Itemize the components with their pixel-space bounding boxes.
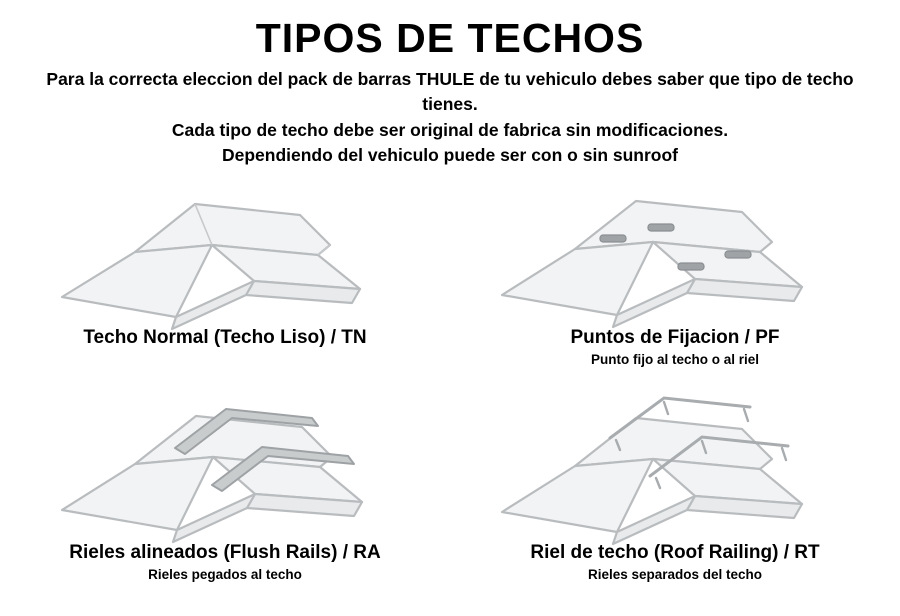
page-subtitle [20,67,880,169]
roof-types-grid [0,177,900,607]
roof-type-card-pf [450,177,900,392]
card-labels-ra [0,542,450,584]
card-labels-pf [450,327,900,369]
roof-type-caption: Puntos de Fijacion / PF [570,326,780,348]
roof-type-caption: Techo Normal (Techo Liso) / TN [83,326,367,348]
card-labels-tn [0,327,450,353]
roof-type-subcaption: Rieles separados del techo [587,567,763,583]
roof-type-card-ra [0,392,450,607]
subtitle-line-2: Cada tipo de techo debe ser original de fabrica sin modificaciones. [171,119,729,140]
subtitle-line-3: Dependiendo del vehiculo puede ser con o sin sunroof [221,145,679,166]
page-title: TIPOS DE TECHOS [255,15,645,61]
subtitle-line-1: Para la correcta eleccion del pack de barras THULE de tu vehiculo debes saber que tipo de techo tienes. [46,69,854,115]
car-roof-railing-icon [450,392,900,552]
roof-type-card-rt [450,392,900,607]
car-roof-plain-icon [0,177,450,337]
roof-type-caption: Rieles alineados (Flush Rails) / RA [69,541,381,563]
card-labels-rt [450,542,900,584]
roof-type-card-tn [0,177,450,392]
roof-type-subcaption: Rieles pegados al techo [148,567,302,583]
roof-type-subcaption: Punto fijo al techo o al riel [590,352,760,368]
car-roof-flush-rails-icon [0,392,450,552]
roof-type-caption: Riel de techo (Roof Railing) / RT [530,541,820,563]
car-roof-fixpoint-icon [450,177,900,337]
poster-root [0,16,900,616]
